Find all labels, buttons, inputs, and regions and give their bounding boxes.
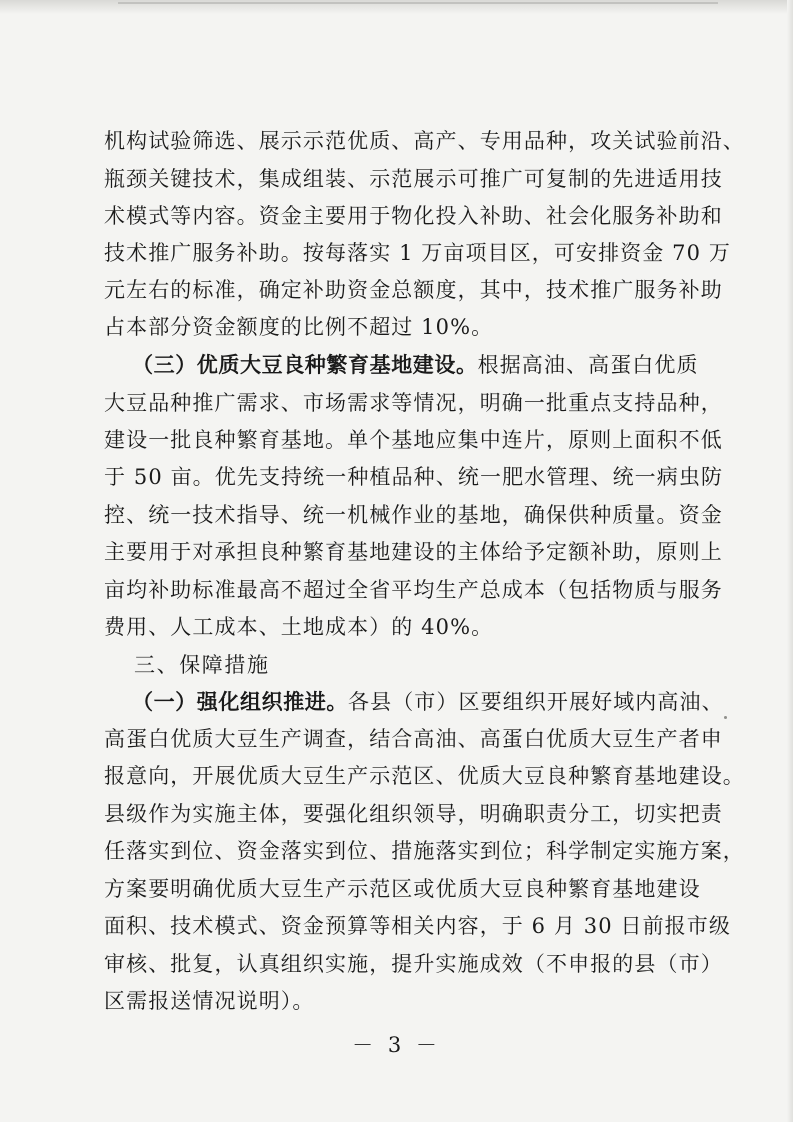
line-text: 方案要明确优质大豆生产示范区或优质大豆良种繁育基地建设 (104, 877, 701, 901)
line-text: 报意向，开展优质大豆生产示范区、优质大豆良种繁育基地建设。 (104, 764, 745, 788)
scan-speck (724, 716, 727, 719)
body-line (0, 876, 793, 902)
line-text: 元左右的标准，确定补助资金总额度，其中，技术推广服务补助 (104, 278, 723, 302)
line-text: 控、统一技术指导、统一机械作业的基地，确保供种质量。资金 (104, 503, 723, 527)
section-heading (0, 652, 793, 678)
line-text: 于 50 亩。优先支持统一种植品种、统一肥水管理、统一病虫防 (104, 465, 724, 489)
line-text: 费用、人工成本、土地成本）的 40%。 (104, 615, 494, 639)
line-text: 建设一批良种繁育基地。单个基地应集中连片，原则上面积不低 (104, 428, 723, 452)
body-line (0, 203, 793, 229)
body-line (0, 464, 793, 490)
body-line (0, 427, 793, 453)
body-line (0, 502, 793, 528)
page-number: － 3 － (352, 1033, 441, 1057)
line-text: 区需报送情况说明）。 (104, 989, 315, 1013)
line-text: 亩均补助标准最高不超过全省平均生产总成本（包括物质与服务 (104, 578, 723, 602)
line-text: 面积、技术模式、资金预算等相关内容，于 6 月 30 日前报市级 (104, 914, 731, 938)
body-line (0, 614, 793, 640)
line-text: 机构试验筛选、展示示范优质、高产、专用品种，攻关试验前沿、 (104, 129, 745, 153)
line-text: 任落实到位、资金落实到位、措施落实到位；科学制定实施方案， (104, 839, 745, 863)
line-text: 术模式等内容。资金主要用于物化投入补助、社会化服务补助和 (104, 204, 723, 228)
body-line (0, 390, 793, 416)
body-line (0, 240, 793, 266)
body-line (0, 314, 793, 340)
body-line (0, 838, 793, 864)
line-text: 瓶颈关键技术，集成组装、示范展示可推广可复制的先进适用技 (104, 167, 723, 191)
body-line (0, 539, 793, 565)
section-1-line (0, 689, 793, 715)
body-line (0, 988, 793, 1014)
line-text: 审核、批复，认真组织实施，提升实施成效（不申报的县（市） (104, 952, 723, 976)
body-line (0, 801, 793, 827)
line-text: 技术推广服务补助。按每落实 1 万亩项目区，可安排资金 70 万 (104, 241, 731, 265)
subsection-heading: （一）强化组织推进。 (132, 690, 348, 714)
subsection-heading: （三）优质大豆良种繁育基地建设。 (132, 353, 478, 377)
body-line (0, 128, 793, 154)
line-text: 根据高油、高蛋白优质 (477, 353, 699, 377)
body-line (0, 277, 793, 303)
body-line (0, 577, 793, 603)
body-line (0, 913, 793, 939)
body-line (0, 951, 793, 977)
body-line (0, 166, 793, 192)
line-text: 主要用于对承担良种繁育基地建设的主体给予定额补助，原则上 (104, 540, 723, 564)
body-line (0, 726, 793, 752)
line-text: 高蛋白优质大豆生产调查，结合高油、高蛋白优质大豆生产者申 (104, 727, 723, 751)
body-line (0, 763, 793, 789)
line-text: 占本部分资金额度的比例不超过 10%。 (104, 315, 494, 339)
line-text: 三、保障措施 (134, 653, 270, 677)
section-3-line (0, 352, 793, 378)
line-text: 各县（市）区要组织开展好域内高油、 (348, 690, 724, 714)
line-text: 县级作为实施主体，要强化组织领导，明确职责分工，切实把责 (104, 802, 723, 826)
line-text: 大豆品种推广需求、市场需求等情况，明确一批重点支持品种， (104, 391, 723, 415)
